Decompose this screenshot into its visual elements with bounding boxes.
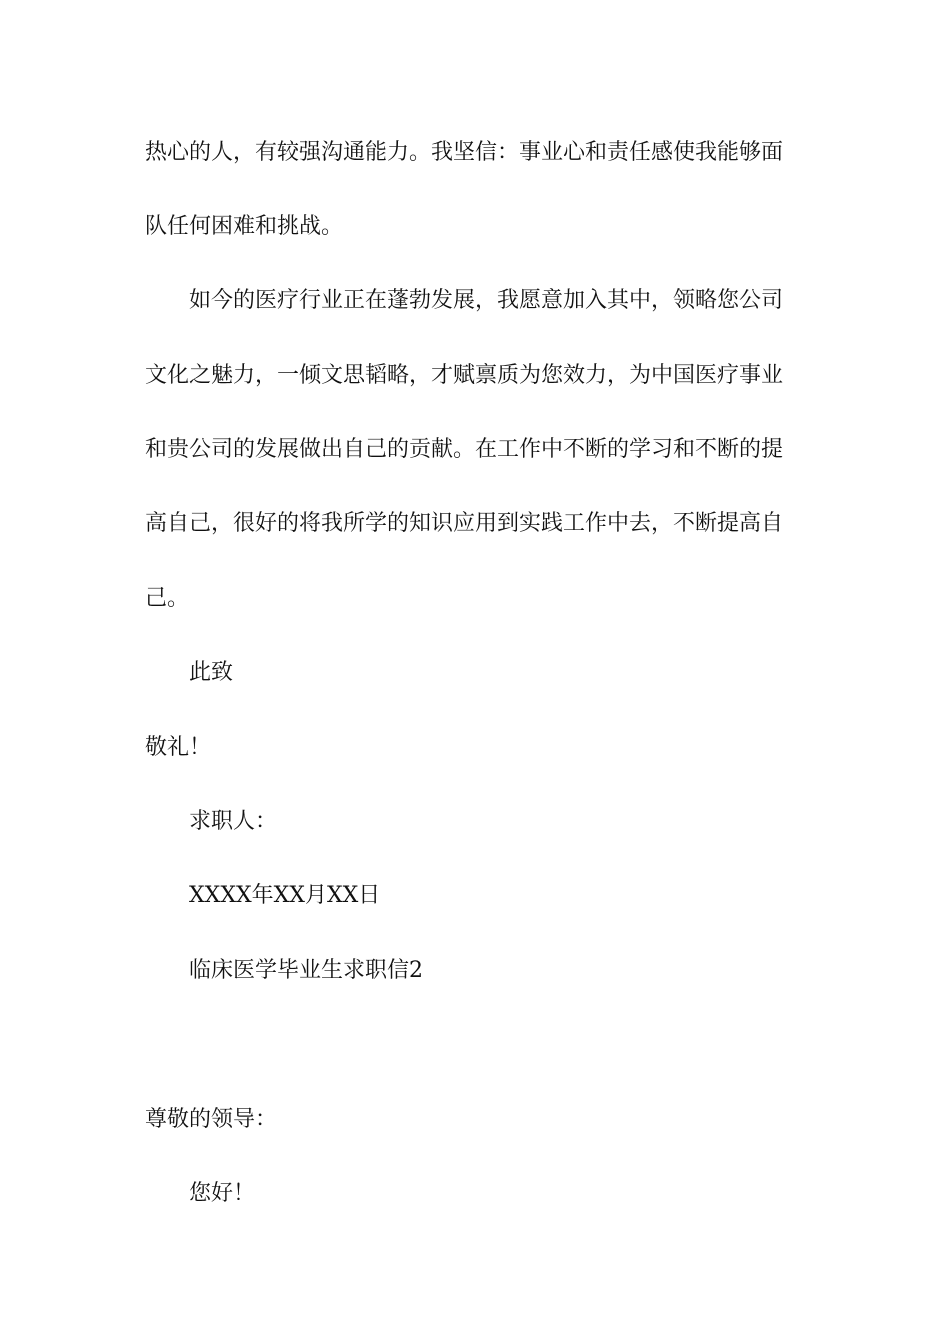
greeting-hello: 您好！ xyxy=(189,1181,256,1206)
paragraph-line: 热心的人，有较强沟通能力。我坚信：事业心和责任感使我能够面 xyxy=(145,140,784,165)
paragraph-line: 队任何困难和挑战。 xyxy=(145,214,344,239)
paragraph-line: 如今的医疗行业正在蓬勃发展，我愿意加入其中，领略您公司 xyxy=(189,288,784,313)
date-line: XXXX年XX月XX日 xyxy=(189,883,381,908)
paragraph-line: 文化之魅力，一倾文思韬略，才赋禀质为您效力，为中国医疗事业 xyxy=(145,363,784,388)
applicant-signature: 求职人： xyxy=(189,809,278,834)
closing-salutation: 此致 xyxy=(189,660,234,685)
paragraph-line: 己。 xyxy=(145,586,190,611)
paragraph-line: 和贵公司的发展做出自己的贡献。在工作中不断的学习和不断的提 xyxy=(145,437,784,462)
closing-regards: 敬礼！ xyxy=(145,735,212,760)
greeting-line: 尊敬的领导： xyxy=(145,1107,278,1132)
paragraph-line: 高自己，很好的将我所学的知识应用到实践工作中去，不断提高自 xyxy=(145,511,784,536)
section-title: 临床医学毕业生求职信2 xyxy=(189,958,423,983)
